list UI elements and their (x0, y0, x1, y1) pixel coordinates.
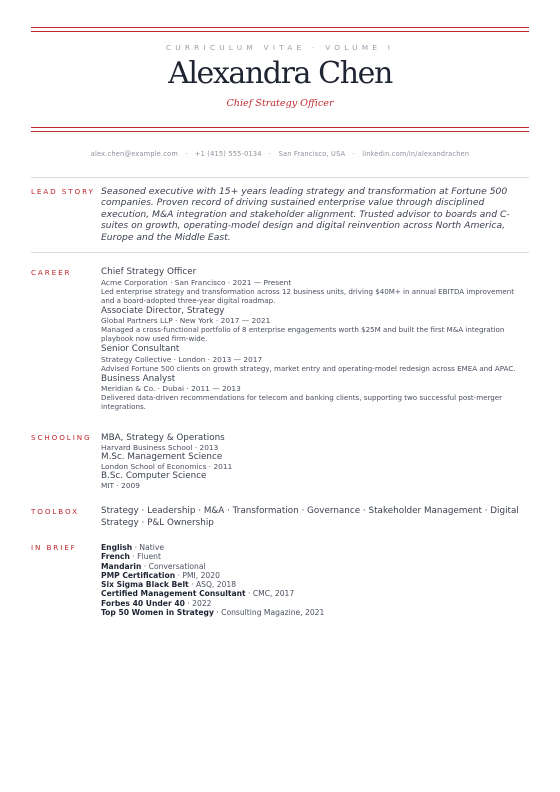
degree: B.Sc. Computer Science (101, 471, 207, 482)
brief-item-detail: 2022 (192, 598, 212, 608)
job-title: Chief Strategy Officer (101, 267, 197, 277)
job-description: Delivered data-driven recommendations for telecom and banking clients, supporting two successful post-merger integrations. (101, 393, 503, 411)
job-title: Business Analyst (101, 373, 176, 384)
brief-item-name: Forbes 40 Under 40 (101, 598, 185, 608)
brief-item: Mandarin · Conversational (101, 561, 206, 571)
toolbox-section (101, 505, 527, 529)
job-title: Associate Director, Strategy (101, 305, 225, 316)
brief-item-detail: Fluent (137, 552, 161, 562)
brief-item-name: Mandarin (101, 561, 142, 571)
contact-separator: · (352, 150, 355, 158)
job-entry (101, 267, 527, 305)
contact-location: San Francisco, USA (278, 150, 346, 158)
job-meta: Acme Corporation · San Francisco · 2021 — Present (101, 277, 292, 287)
job-meta: Global Partners LLP · New York · 2017 — 2021 (101, 316, 271, 325)
education-entry (101, 452, 527, 471)
education-entry (101, 433, 527, 452)
brief-item-name: Certified Management Consultant (101, 589, 246, 599)
candidate-name: Alexandra Chen (168, 56, 392, 91)
brief-item-name: English (101, 543, 133, 552)
school-meta: London School of Economics · 2011 (101, 462, 233, 472)
job-meta: Strategy Collective · London · 2013 — 2017 (101, 354, 263, 364)
section-divider (31, 177, 529, 178)
brief-item: Certified Management Consultant · CMC, 2017 (101, 589, 295, 599)
job-title: Senior Consultant (101, 344, 180, 354)
contact-linkedin[interactable]: linkedin.com/in/alexandrachen (362, 150, 470, 158)
brief-item-name: Six Sigma Black Belt (101, 580, 189, 590)
lead-story-section (101, 186, 527, 243)
document-kicker: CURRICULUM VITAE · VOLUME I (165, 43, 395, 52)
brief-item: PMP Certification · PMI, 2020 (101, 570, 220, 580)
brief-item: Six Sigma Black Belt · ASQ, 2018 (101, 580, 237, 590)
brief-item-name: PMP Certification (101, 570, 176, 580)
brief-item-detail: Native (139, 543, 165, 552)
brief-item-detail: PMI, 2020 (182, 570, 220, 580)
brief-item-detail: ASQ, 2018 (195, 580, 237, 590)
section-divider (31, 252, 529, 253)
section-label-toolbox: TOOLBOX (31, 507, 79, 516)
skills-list: Strategy · Leadership · M&A · Transformation · Governance · Stakeholder Management · Digital Strategy · P&L Ownership (101, 506, 519, 528)
section-label-lead-story: LEAD STORY (31, 187, 95, 196)
contact-phone[interactable]: +1 (415) 555-0134 (194, 150, 262, 158)
job-description: Led enterprise strategy and transformation across 12 business units, driving $40M+ in annual EBITDA improvement and a board-adopted three-year digital roadmap. (101, 286, 515, 305)
school-meta: Harvard Business School · 2013 (101, 443, 219, 452)
school-meta: MIT · 2009 (101, 481, 140, 491)
degree: M.Sc. Management Science (101, 452, 223, 463)
education-entry (101, 471, 527, 490)
job-entry (101, 374, 527, 412)
job-description: Advised Fortune 500 clients on growth strategy, market entry and operating-model redesign across EMEA and APAC. (101, 363, 516, 373)
brief-item-name: French (101, 552, 130, 562)
section-label-in-brief: IN BRIEF (31, 543, 77, 552)
job-entry (101, 306, 527, 344)
header-rule-bottom-1 (31, 127, 529, 128)
contact-line (31, 150, 529, 158)
degree: MBA, Strategy & Operations (101, 433, 225, 443)
brief-item-detail: CMC, 2017 (252, 589, 295, 599)
contact-separator: · (268, 150, 272, 158)
brief-item-detail: Conversational (148, 561, 206, 571)
brief-item: Forbes 40 Under 40 · 2022 (101, 598, 212, 608)
summary-text: Seasoned executive with 15+ years leading strategy and transformation at Fortune 500 companies. Proven record of driving sustained enterprise value through disciplined execution, M&A integration and stakeholder alignment. Trusted advisor to boards and C-suites on growth, operating-model design and digital reinvention across North America, Europe and the Middle East. (101, 186, 510, 243)
job-description: Managed a cross-functional portfolio of 8 enterprise engagements worth $25M and built the first M&A integration playbook now used firm-wide. (101, 325, 505, 343)
brief-item: English · Native (101, 543, 165, 552)
section-label-career: CAREER (31, 268, 72, 277)
section-label-schooling: SCHOOLING (31, 433, 92, 442)
in-brief-section (101, 543, 527, 617)
brief-item-name: Top 50 Women in Strategy (101, 608, 214, 618)
job-entry (101, 344, 527, 373)
header-rule-top-1 (31, 27, 529, 28)
contact-email[interactable]: alex.chen@example.com (90, 150, 178, 158)
brief-item-detail: Consulting Magazine, 2021 (221, 608, 325, 618)
header-rule-bottom-2 (31, 131, 529, 132)
contact-separator: · (185, 150, 188, 158)
header-rule-top-2 (31, 31, 529, 32)
candidate-title: Chief Strategy Officer (226, 98, 334, 109)
career-section (101, 267, 527, 412)
brief-item: French · Fluent (101, 552, 161, 562)
job-meta: Meridian & Co. · Dubai · 2011 — 2013 (101, 384, 241, 393)
schooling-section (101, 433, 527, 491)
brief-item: Top 50 Women in Strategy · Consulting Magazine, 2021 (101, 608, 325, 618)
